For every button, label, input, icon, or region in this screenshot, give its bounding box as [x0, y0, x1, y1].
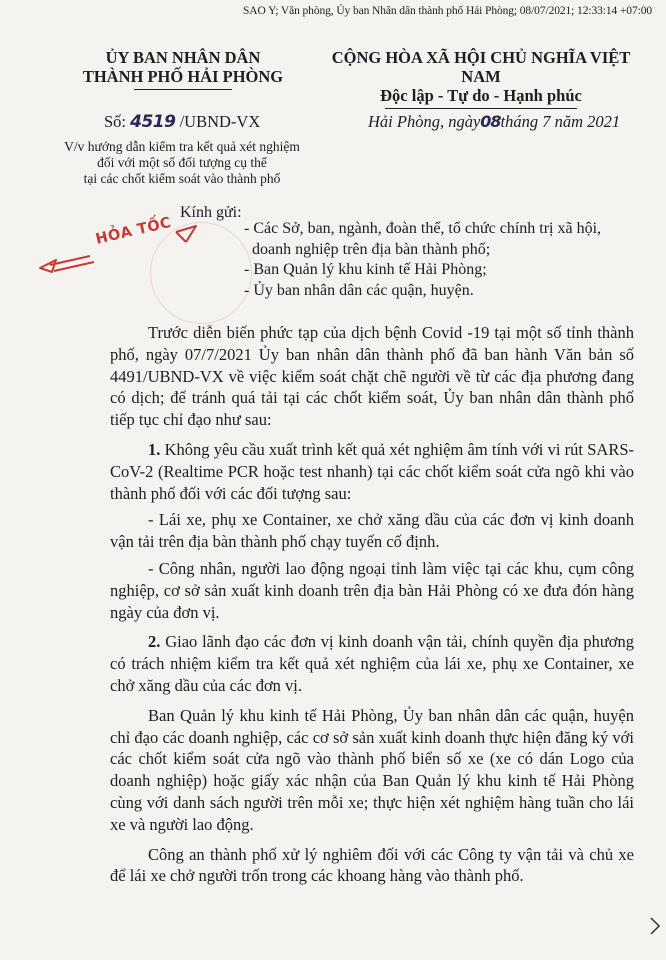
doc-number-suffix: /UBND-VX — [175, 112, 261, 131]
recipient-list — [244, 219, 644, 301]
issuer-header — [58, 48, 308, 90]
doc-number-prefix: Số: — [104, 112, 131, 131]
urgent-stamp — [36, 214, 206, 278]
body-paragraph-registration: Ban Quản lý khu kinh tế Hải Phòng, Ủy ban nhân dân các quận, huyện chỉ đạo các doanh nghiệp, các cơ sở sản xuất kinh doanh thực hiện đăng ký với các chốt kiểm soát cửa ngõ vào thành phố biển số xe (xe có dán Logo của doanh nghiệp) hoặc giấy xác nhận của Ban Quản lý khu kinh tế Hải Phòng cùng với danh sách người trên mỗi xe; thực hiện xét nghiệm hàng tuần cho lái xe và người lao động. — [110, 705, 634, 834]
urgent-stamp-label: HỎA TỐC — [94, 214, 173, 248]
subject-line-2: đối với một số đối tượng cụ thể — [97, 155, 267, 170]
body-paragraph-item-2 — [110, 631, 634, 696]
body-paragraph-subitem-drivers: - Lái xe, phụ xe Container, xe chở xăng dầu của các đơn vị kinh doanh vận tải trên địa bàn thành phố chạy tuyến cố định. — [110, 510, 634, 552]
issuer-underline — [134, 89, 232, 90]
subject-line — [32, 139, 332, 187]
national-motto: Độc lập - Tự do - Hạnh phúc — [380, 86, 582, 105]
subject-line-3: tại các chốt kiểm soát vào thành phố — [83, 171, 281, 186]
place-and-date — [368, 112, 620, 132]
motto-underline — [385, 108, 577, 109]
date-day-handwritten: 08 — [480, 112, 501, 131]
digital-copy-stamp: SAO Y; Văn phòng, Ủy ban Nhân dân thành phố Hải Phòng; 08/07/2021; 12:33:14 +07:00 — [243, 5, 652, 17]
body-paragraph-police: Công an thành phố xử lý nghiêm đối với các Công ty vận tải và chủ xe để lái xe chở người trốn trong các khoang hàng vào thành phố. — [110, 844, 634, 886]
place-date-prefix: Hải Phòng, ngày — [368, 112, 481, 131]
recipient-line: - Ban Quản lý khu kinh tế Hải Phòng; — [244, 261, 487, 278]
page-corner-mark-icon — [648, 916, 662, 936]
document-body — [110, 322, 634, 895]
body-paragraph-item-1 — [110, 439, 634, 504]
subject-line-1: V/v hướng dẫn kiểm tra kết quả xét nghiệm — [64, 139, 300, 154]
recipient-line: - Ủy ban nhân dân các quận, huyện. — [244, 281, 474, 299]
item-1-number: 1. — [148, 439, 161, 459]
issuer-line-2: THÀNH PHỐ HẢI PHÒNG — [82, 67, 284, 86]
item-1-text: Không yêu cầu xuất trình kết quả xét nghiệm âm tính với vi rút SARS-CoV-2 (Realtime PCR hoặc test nhanh) tại các chốt kiểm soát cửa ngõ khi vào thành phố đối với các đối tượng sau: — [110, 439, 634, 503]
item-2-number: 2. — [148, 632, 161, 652]
body-paragraph-intro: Trước diễn biến phức tạp của dịch bệnh Covid -19 tại một số tỉnh thành phố, ngày 07/7/2021 Ủy ban nhân dân thành phố đã ban hành Văn bản số 4491/UBND-VX về việc kiểm soát chặt chẽ người về từ các địa phương đang có dịch; để tránh quá tải tại các chốt kiểm soát, Ủy ban nhân dân thành phố tiếp tục chỉ đạo như sau: — [110, 323, 634, 430]
national-title: CỘNG HÒA XÃ HỘI CHỦ NGHĨA VIỆT NAM — [331, 48, 631, 86]
doc-number-handwritten: 4519 — [130, 112, 176, 132]
place-date-suffix: tháng 7 năm 2021 — [500, 112, 621, 131]
national-header — [322, 48, 640, 109]
recipient-line: - Các Sở, ban, ngành, đoàn thể, tổ chức chính trị xã hội, — [244, 220, 602, 237]
item-2-text: Giao lãnh đạo các đơn vị kinh doanh vận tải, chính quyền địa phương có trách nhiệm kiểm tra kết quả xét nghiệm của lái xe, phụ xe Container, xe chở xăng dầu của các đơn vị. — [110, 632, 634, 695]
recipient-line: doanh nghiệp trên địa bàn thành phố; — [252, 240, 491, 258]
issuer-line-1: ỦY BAN NHÂN DÂN — [105, 48, 261, 67]
body-paragraph-subitem-workers: - Công nhân, người lao động ngoại tỉnh làm việc tại các khu, cụm công nghiệp, cơ sở sản xuất kinh doanh trên địa bàn Hải Phòng có xe đưa đón hàng ngày của đơn vị. — [110, 558, 634, 622]
document-number — [104, 112, 260, 132]
salutation: Kính gửi: — [180, 204, 242, 221]
